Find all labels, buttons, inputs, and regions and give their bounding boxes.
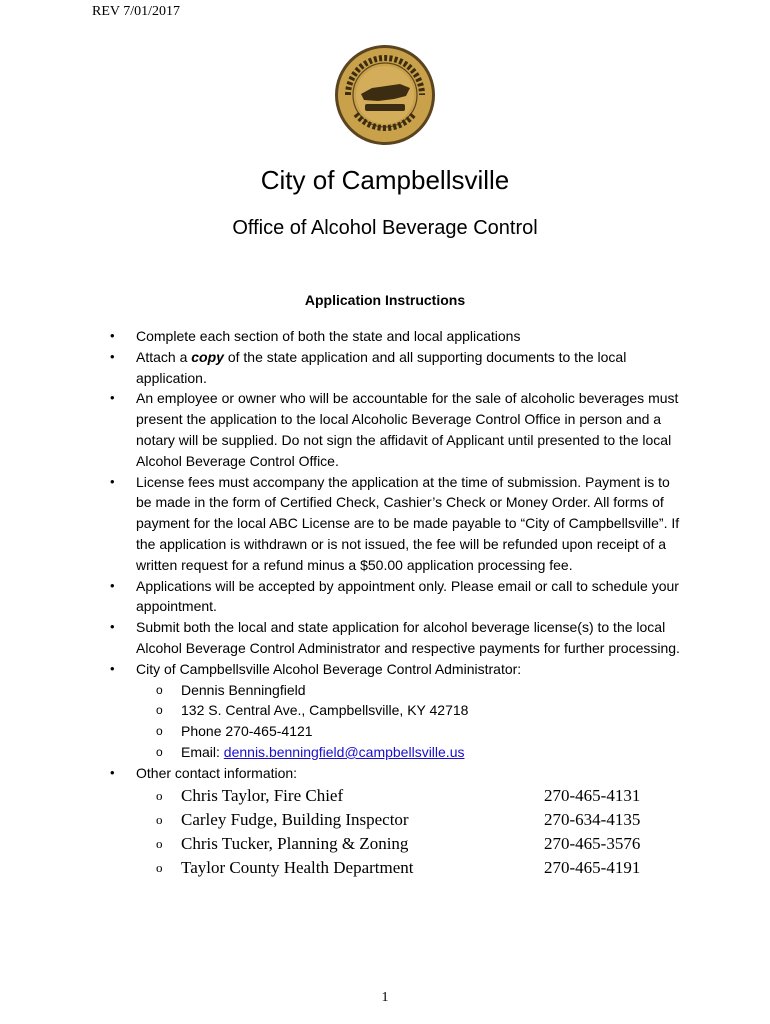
bullet-icon: • [110, 764, 115, 780]
list-item [110, 763, 686, 880]
contact-phone: 270-465-3576 [544, 833, 641, 853]
item-text: Submit both the local and state application for alcohol beverage license(s) to the local Alcohol Beverage Control Administrator and respective payments for further processing. [136, 619, 680, 656]
bullet-icon: • [110, 390, 115, 406]
admin-details-list [136, 680, 686, 763]
contacts-list [136, 784, 686, 880]
page-subtitle: Office of Alcohol Beverage Control [232, 217, 538, 239]
bullet-icon: • [110, 619, 115, 635]
item-text: License fees must accompany the application at the time of submission. Payment is to be made in the form of Certified Check, Cashier’s Check or Money Order. All forms of payment for the local ABC License are to be made payable to “City of Campbellsville”. If the application is withdrawn or is not issued, the fee will be refunded upon receipt of a written request for a refund minus a $50.00 application processing fee. [136, 473, 680, 573]
admin-address: o 132 S. Central Ave., Campbellsville, KY 42718 [136, 700, 686, 721]
email-link[interactable]: dennis.benningfield@campbellsville.us [223, 743, 465, 760]
admin-phone: o Phone 270-465-4121 [136, 721, 686, 742]
contact-phone: 270-465-4131 [544, 785, 641, 805]
circle-bullet-icon: o [156, 724, 163, 739]
contact-row [136, 856, 686, 880]
contact-name: Taylor County Health Department [181, 857, 414, 877]
instructions-list [110, 326, 686, 880]
bullet-icon: • [110, 348, 115, 364]
bullet-icon: • [110, 660, 115, 676]
revision-label: REV 7/01/2017 [92, 4, 181, 19]
list-item [110, 388, 686, 471]
list-item [110, 576, 686, 618]
page-number: 1 [381, 990, 389, 1005]
circle-bullet-icon: o [156, 859, 163, 875]
emphasis-text: copy [191, 348, 224, 365]
contact-row [136, 832, 686, 856]
list-item [110, 326, 686, 347]
circle-bullet-icon: o [156, 835, 163, 851]
list-item [110, 659, 686, 763]
circle-bullet-icon: o [156, 703, 163, 718]
circle-bullet-icon: o [156, 682, 163, 697]
contact-name: Chris Tucker, Planning & Zoning [181, 833, 409, 853]
admin-name: o Dennis Benningfield [136, 680, 686, 701]
item-text: Other contact information: [136, 764, 298, 781]
bullet-icon: • [110, 577, 115, 593]
list-item [110, 347, 686, 389]
item-text: Applications will be accepted by appointment only. Please email or call to schedule your appointment. [136, 577, 679, 615]
bullet-icon: • [110, 473, 115, 489]
item-text: Complete each section of both the state and local applications [136, 328, 521, 344]
city-seal-logo [334, 44, 436, 146]
admin-email [136, 742, 686, 763]
contact-phone: 270-465-4191 [544, 857, 641, 877]
circle-bullet-icon: o [156, 744, 163, 759]
contact-row [136, 784, 686, 808]
page-title: City of Campbellsville [260, 165, 510, 195]
contact-name: Chris Taylor, Fire Chief [181, 785, 344, 805]
circle-bullet-icon: o [156, 811, 163, 827]
bullet-icon: • [110, 328, 115, 343]
contact-row [136, 808, 686, 832]
list-item [110, 617, 686, 659]
email-label: Email: [181, 743, 224, 760]
item-text: An employee or owner who will be accountable for the sale of alcoholic beverages must present the application to the local Alcoholic Beverage Control Office in person and a notary will be supplied. Do not sign the affidavit of Applicant until presented to the local Alcohol Beverage Control Office. [136, 390, 679, 469]
item-text: of the state application and all supporting documents to the local application. [136, 348, 627, 386]
item-text: Attach a [136, 348, 192, 365]
list-item [110, 472, 686, 576]
section-heading: Application Instructions [304, 292, 466, 308]
item-text: City of Campbellsville Alcohol Beverage Control Administrator: [136, 660, 522, 677]
contact-phone: 270-634-4135 [544, 809, 641, 829]
circle-bullet-icon: o [156, 787, 163, 803]
contact-name: Carley Fudge, Building Inspector [181, 809, 409, 829]
